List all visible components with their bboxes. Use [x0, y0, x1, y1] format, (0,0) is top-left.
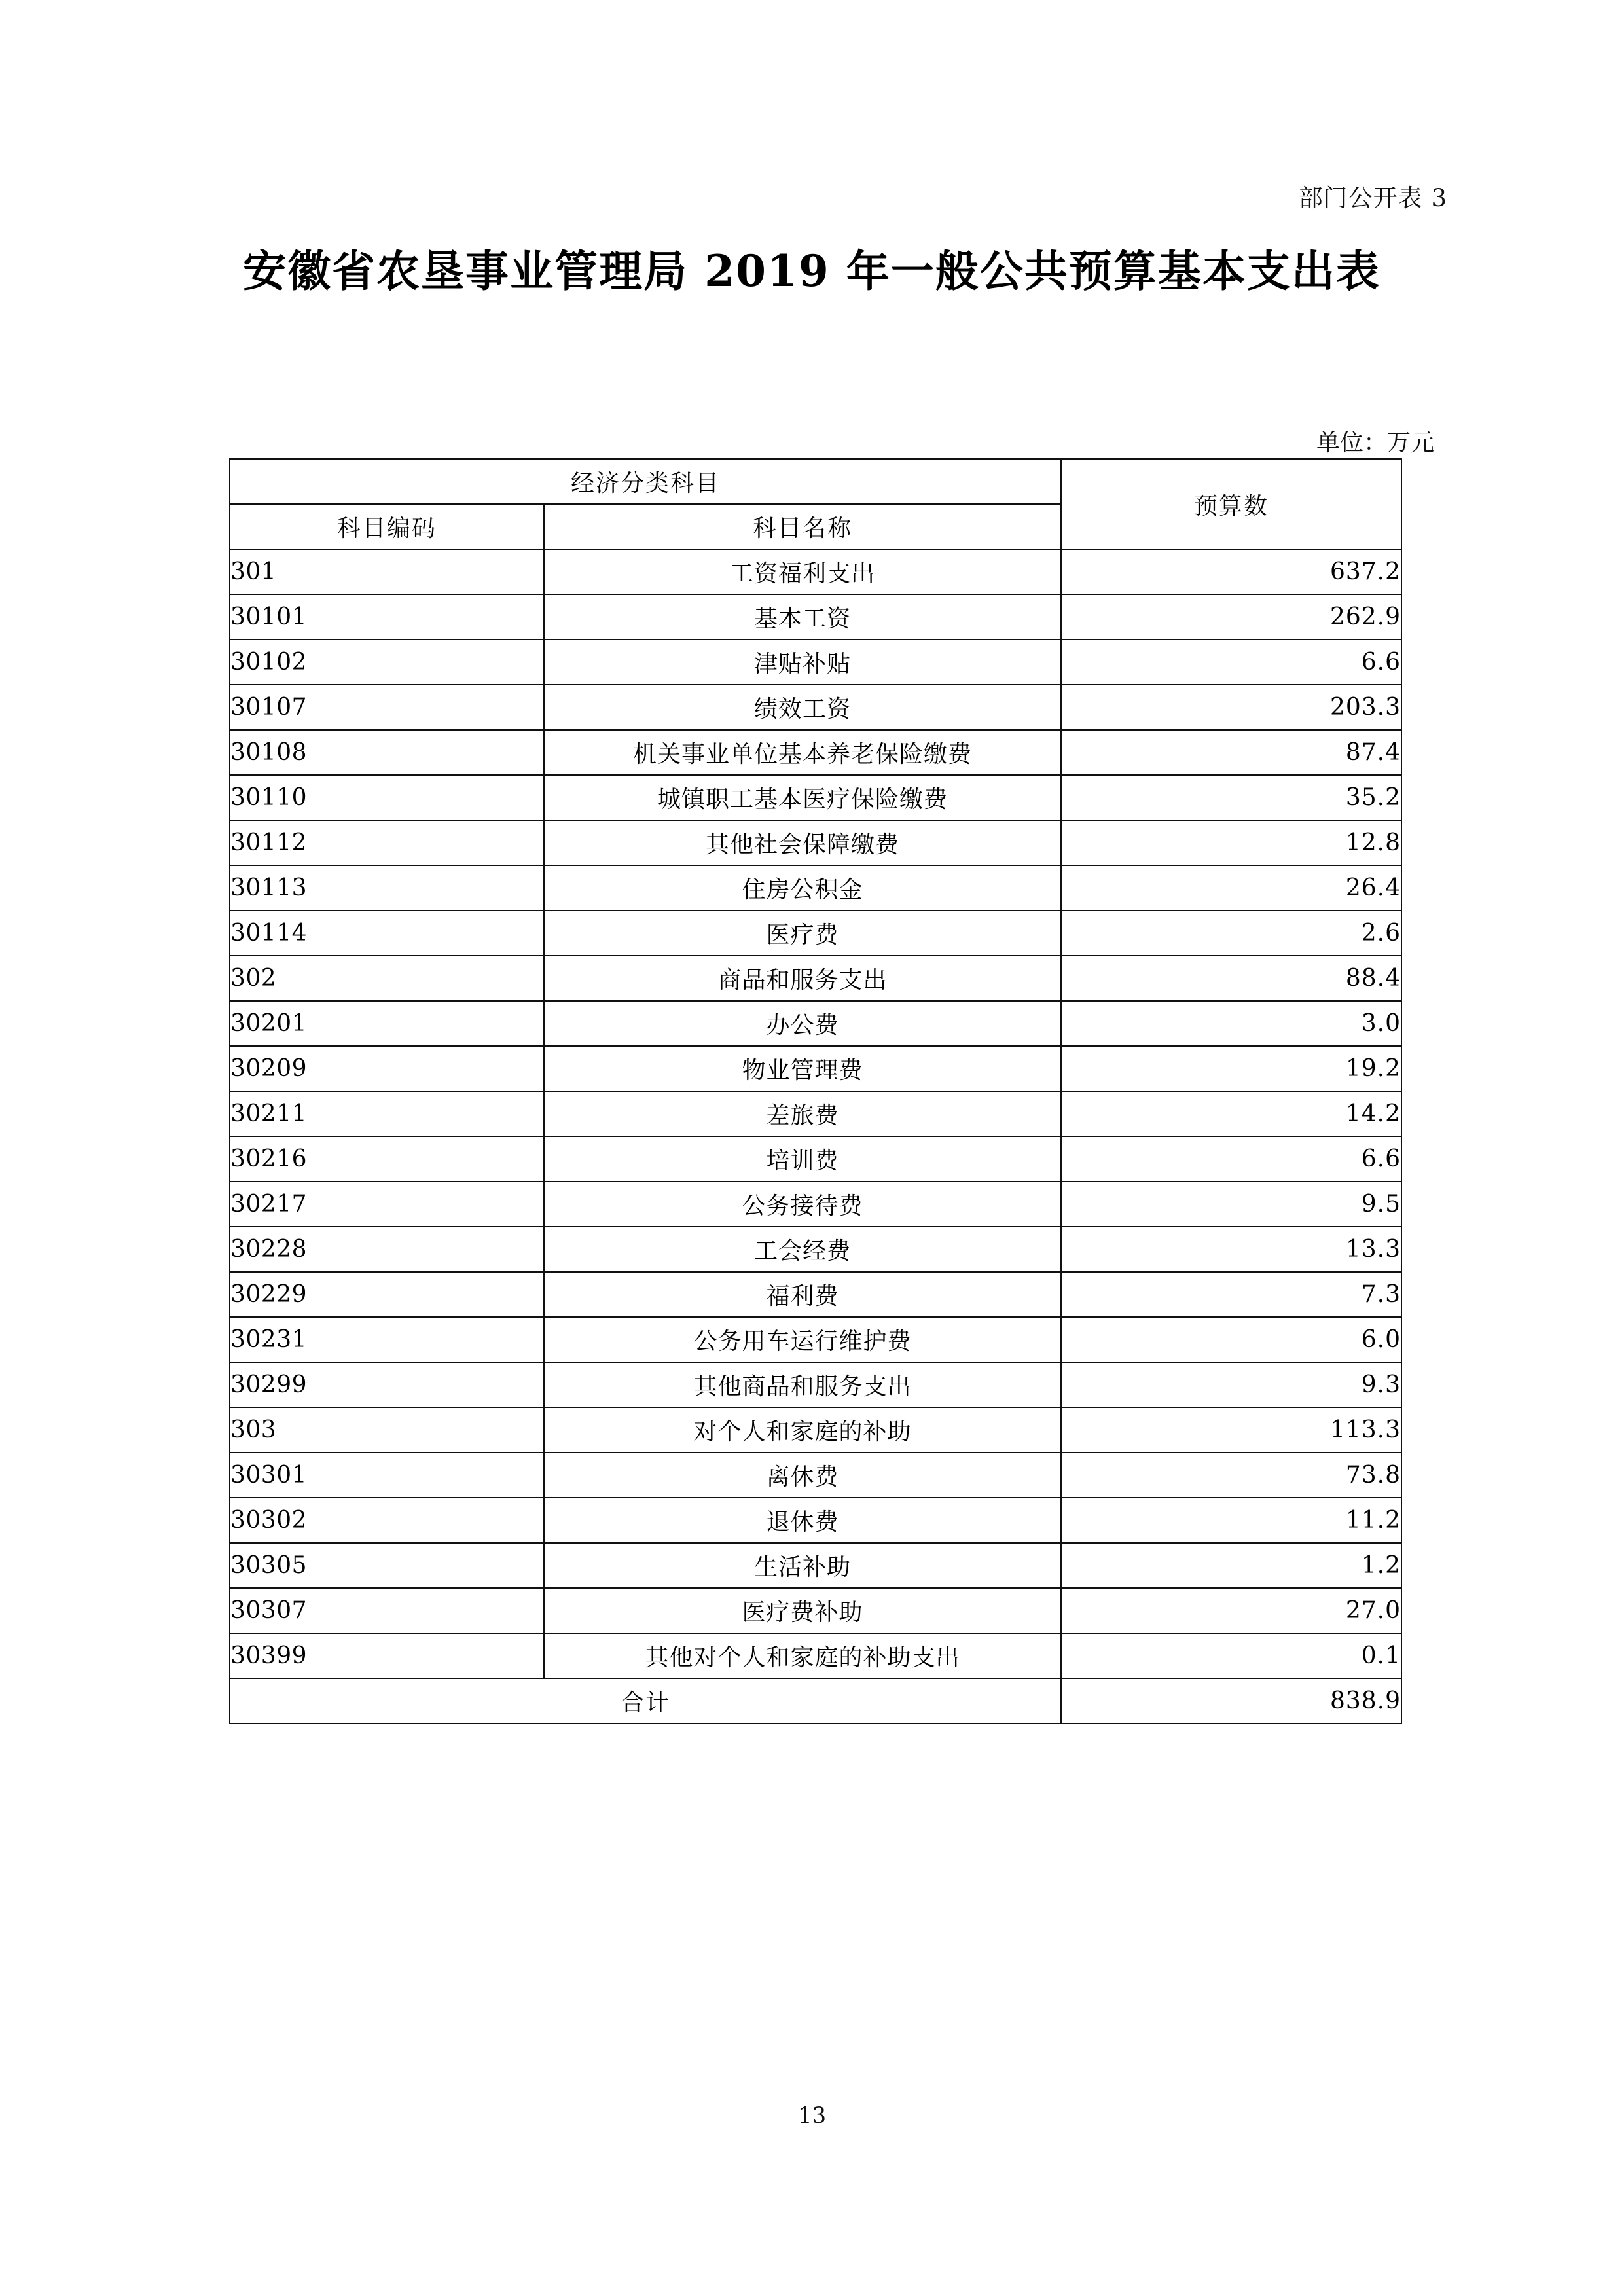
cell-code: 30209 — [230, 1046, 544, 1091]
budget-table — [229, 458, 1402, 1724]
header-note: 部门公开表 3 — [1298, 184, 1447, 212]
cell-name: 培训费 — [544, 1136, 1061, 1182]
cell-total-label: 合计 — [230, 1678, 1061, 1724]
cell-value: 35.2 — [1061, 775, 1401, 820]
cell-value: 262.9 — [1061, 594, 1401, 640]
cell-name: 退休费 — [544, 1498, 1061, 1543]
cell-code: 30399 — [230, 1633, 544, 1678]
cell-code: 302 — [230, 956, 544, 1001]
table-row — [230, 1588, 1401, 1633]
cell-name: 商品和服务支出 — [544, 956, 1061, 1001]
cell-value: 13.3 — [1061, 1227, 1401, 1272]
cell-code: 30201 — [230, 1001, 544, 1046]
table-row — [230, 1136, 1401, 1182]
cell-value: 88.4 — [1061, 956, 1401, 1001]
cell-code: 30302 — [230, 1498, 544, 1543]
cell-value: 2.6 — [1061, 911, 1401, 956]
table-row — [230, 820, 1401, 865]
cell-code: 30110 — [230, 775, 544, 820]
cell-value: 73.8 — [1061, 1453, 1401, 1498]
cell-name: 生活补助 — [544, 1543, 1061, 1588]
cell-code: 30114 — [230, 911, 544, 956]
cell-value: 0.1 — [1061, 1633, 1401, 1678]
table-row — [230, 1046, 1401, 1091]
cell-value: 6.0 — [1061, 1317, 1401, 1362]
cell-code: 30107 — [230, 685, 544, 730]
table-row — [230, 775, 1401, 820]
table-row — [230, 1272, 1401, 1317]
cell-value: 87.4 — [1061, 730, 1401, 775]
cell-value: 9.3 — [1061, 1362, 1401, 1407]
cell-value: 11.2 — [1061, 1498, 1401, 1543]
cell-code: 30305 — [230, 1543, 544, 1588]
table-row — [230, 1001, 1401, 1046]
cell-name: 医疗费 — [544, 911, 1061, 956]
table-row — [230, 1182, 1401, 1227]
page-number: 13 — [797, 2103, 827, 2129]
cell-name: 对个人和家庭的补助 — [544, 1407, 1061, 1453]
cell-name: 其他社会保障缴费 — [544, 820, 1061, 865]
cell-name: 福利费 — [544, 1272, 1061, 1317]
cell-value: 27.0 — [1061, 1588, 1401, 1633]
cell-value: 3.0 — [1061, 1001, 1401, 1046]
cell-code: 30211 — [230, 1091, 544, 1136]
cell-code: 30301 — [230, 1453, 544, 1498]
table-row — [230, 1227, 1401, 1272]
column-group-header: 经济分类科目 — [230, 459, 1061, 504]
cell-total-value: 838.9 — [1061, 1678, 1401, 1724]
cell-value: 113.3 — [1061, 1407, 1401, 1453]
cell-code: 30228 — [230, 1227, 544, 1272]
table-row — [230, 1317, 1401, 1362]
cell-code: 303 — [230, 1407, 544, 1453]
cell-name: 城镇职工基本医疗保险缴费 — [544, 775, 1061, 820]
table-row — [230, 1453, 1401, 1498]
table-row — [230, 640, 1401, 685]
cell-code: 30112 — [230, 820, 544, 865]
cell-name: 差旅费 — [544, 1091, 1061, 1136]
column-header-budget: 预算数 — [1061, 459, 1401, 549]
table-row — [230, 685, 1401, 730]
column-header-code: 科目编码 — [230, 504, 544, 549]
cell-name: 绩效工资 — [544, 685, 1061, 730]
cell-value: 203.3 — [1061, 685, 1401, 730]
cell-name: 其他对个人和家庭的补助支出 — [544, 1633, 1061, 1678]
table-row — [230, 956, 1401, 1001]
table-total-row — [230, 1678, 1401, 1724]
cell-code: 30216 — [230, 1136, 544, 1182]
cell-name: 其他商品和服务支出 — [544, 1362, 1061, 1407]
cell-code: 30299 — [230, 1362, 544, 1407]
table-head — [230, 459, 1401, 549]
table-row — [230, 1091, 1401, 1136]
table-row — [230, 1407, 1401, 1453]
cell-code: 301 — [230, 549, 544, 594]
table-row — [230, 1543, 1401, 1588]
cell-value: 7.3 — [1061, 1272, 1401, 1317]
cell-value: 19.2 — [1061, 1046, 1401, 1091]
cell-value: 637.2 — [1061, 549, 1401, 594]
table-row — [230, 549, 1401, 594]
table-row — [230, 730, 1401, 775]
cell-name: 离休费 — [544, 1453, 1061, 1498]
cell-value: 14.2 — [1061, 1091, 1401, 1136]
cell-name: 津贴补贴 — [544, 640, 1061, 685]
cell-code: 30101 — [230, 594, 544, 640]
cell-code: 30113 — [230, 865, 544, 911]
table-row — [230, 1362, 1401, 1407]
cell-code: 30229 — [230, 1272, 544, 1317]
cell-name: 物业管理费 — [544, 1046, 1061, 1091]
cell-value: 1.2 — [1061, 1543, 1401, 1588]
cell-name: 基本工资 — [544, 594, 1061, 640]
cell-code: 30108 — [230, 730, 544, 775]
cell-value: 6.6 — [1061, 1136, 1401, 1182]
table-body — [230, 549, 1401, 1724]
cell-name: 工资福利支出 — [544, 549, 1061, 594]
cell-name: 公务接待费 — [544, 1182, 1061, 1227]
cell-value: 9.5 — [1061, 1182, 1401, 1227]
cell-code: 30102 — [230, 640, 544, 685]
table-row — [230, 1633, 1401, 1678]
unit-note: 单位：万元 — [1316, 429, 1434, 456]
cell-name: 医疗费补助 — [544, 1588, 1061, 1633]
cell-name: 机关事业单位基本养老保险缴费 — [544, 730, 1061, 775]
cell-value: 26.4 — [1061, 865, 1401, 911]
cell-code: 30307 — [230, 1588, 544, 1633]
table-header-row-group — [230, 459, 1401, 504]
cell-name: 住房公积金 — [544, 865, 1061, 911]
cell-value: 12.8 — [1061, 820, 1401, 865]
page-title: 安徽省农垦事业管理局 2019 年一般公共预算基本支出表 — [243, 245, 1380, 297]
column-header-name: 科目名称 — [544, 504, 1061, 549]
cell-code: 30231 — [230, 1317, 544, 1362]
cell-name: 工会经费 — [544, 1227, 1061, 1272]
cell-code: 30217 — [230, 1182, 544, 1227]
cell-name: 办公费 — [544, 1001, 1061, 1046]
cell-name: 公务用车运行维护费 — [544, 1317, 1061, 1362]
table-row — [230, 911, 1401, 956]
table-row — [230, 1498, 1401, 1543]
table-row — [230, 594, 1401, 640]
table-row — [230, 865, 1401, 911]
cell-value: 6.6 — [1061, 640, 1401, 685]
